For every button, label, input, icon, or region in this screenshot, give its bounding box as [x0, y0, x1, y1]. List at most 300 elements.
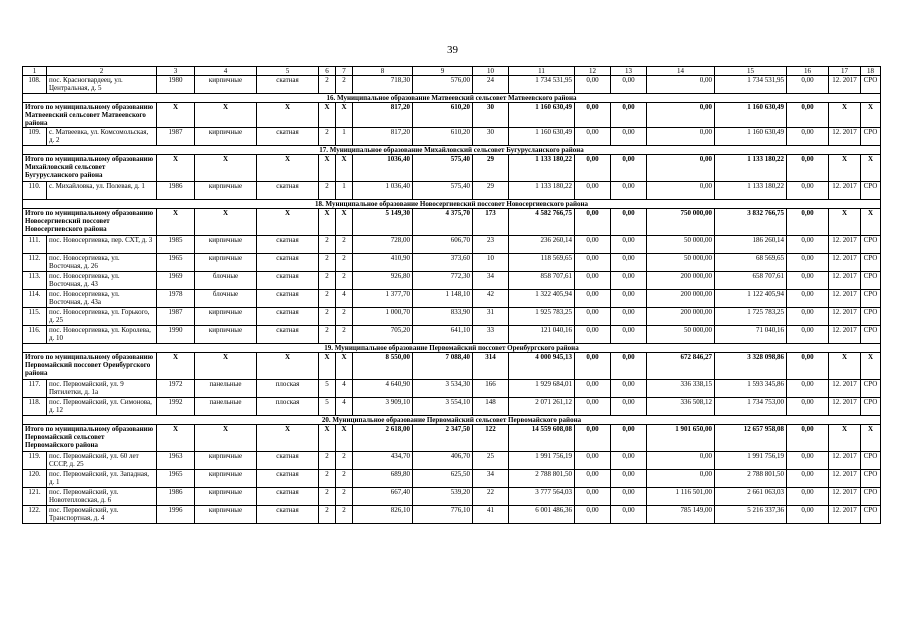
table-cell: 166	[473, 380, 509, 398]
table-cell: 2	[336, 488, 353, 506]
section-header-row	[23, 200, 881, 209]
table-cell: 0,00	[575, 326, 611, 344]
subtotal-cell: X	[319, 353, 336, 380]
address-cell: пос. Красногвардеец, ул. Центральная, д. 5	[47, 76, 157, 94]
table-row	[23, 452, 881, 470]
table-cell: 2	[336, 506, 353, 524]
table-cell: 336 508,12	[647, 398, 715, 416]
subtotal-cell: 1 901 650,00	[647, 425, 715, 452]
table-cell: 0,00	[787, 254, 829, 272]
table-cell: 68 569,65	[715, 254, 787, 272]
table-cell: 1 133 180,22	[715, 182, 787, 200]
table-cell: 31	[473, 308, 509, 326]
subtotal-row	[23, 425, 881, 452]
column-number-cell: 12	[575, 67, 611, 76]
table-cell: 4 640,90	[353, 380, 413, 398]
table-cell: скатная	[257, 452, 319, 470]
table-cell: 658 707,61	[715, 272, 787, 290]
table-cell: 50 000,00	[647, 326, 715, 344]
table-cell: 0,00	[611, 488, 647, 506]
subtotal-cell: X	[157, 209, 195, 236]
table-row	[23, 236, 881, 254]
subtotal-cell: X	[336, 353, 353, 380]
table-cell: 772,30	[413, 272, 473, 290]
table-cell: 2	[319, 506, 336, 524]
table-cell: 0,00	[611, 128, 647, 146]
subtotal-cell: 0,00	[787, 425, 829, 452]
table-cell: 0,00	[611, 326, 647, 344]
subtotal-cell: X	[861, 353, 881, 380]
section-header-row	[23, 94, 881, 103]
table-cell: 29	[473, 182, 509, 200]
subtotal-cell: 0,00	[787, 353, 829, 380]
section-title: 19. Муниципальное образование Первомайский поссовет Оренбургского района	[23, 344, 881, 353]
table-cell: 606,70	[413, 236, 473, 254]
address-cell: пос. Новосергиевка, ул. Горького, д. 25	[47, 308, 157, 326]
section-title: 20. Муниципальное образование Первомайский сельсовет Первомайского района	[23, 416, 881, 425]
subtotal-cell: 0,00	[575, 103, 611, 128]
table-cell: 0,00	[787, 308, 829, 326]
subtotal-cell: 750 000,00	[647, 209, 715, 236]
subtotal-cell: X	[195, 209, 257, 236]
subtotal-label: Итого по муниципальному образованию Михайловский сельсовет Бугурусланского района	[23, 155, 157, 182]
subtotal-cell: X	[195, 155, 257, 182]
table-cell: 785 149,00	[647, 506, 715, 524]
table-cell: 833,90	[413, 308, 473, 326]
subtotal-cell: 0,00	[611, 353, 647, 380]
table-cell: 1 991 756,19	[715, 452, 787, 470]
table-cell: 1986	[157, 182, 195, 200]
table-cell: 0,00	[787, 326, 829, 344]
table-cell: СРО	[861, 506, 881, 524]
subtotal-cell: 0,00	[611, 103, 647, 128]
table-cell: 119.	[23, 452, 47, 470]
table-cell: 120.	[23, 470, 47, 488]
table-cell: 12. 2017	[829, 488, 861, 506]
table-cell: 0,00	[611, 308, 647, 326]
table-cell: 4	[336, 380, 353, 398]
table-cell: кирпичные	[195, 470, 257, 488]
table-cell: 1 925 783,25	[509, 308, 575, 326]
table-cell: 625,50	[413, 470, 473, 488]
table-cell: 0,00	[611, 470, 647, 488]
subtotal-cell: 12 657 958,08	[715, 425, 787, 452]
subtotal-cell: X	[861, 103, 881, 128]
table-cell: 2	[319, 236, 336, 254]
subtotal-cell: 0,00	[575, 425, 611, 452]
table-cell: 0,00	[647, 76, 715, 94]
table-cell: кирпичные	[195, 236, 257, 254]
table-cell: 1985	[157, 236, 195, 254]
subtotal-cell: 1036,40	[353, 155, 413, 182]
table-cell: 2	[319, 128, 336, 146]
subtotal-cell: 29	[473, 155, 509, 182]
table-cell: 2	[336, 326, 353, 344]
subtotal-cell: 0,00	[611, 209, 647, 236]
address-cell: пос. Новосергиевка, ул. Восточная, д. 43а	[47, 290, 157, 308]
table-cell: 1963	[157, 452, 195, 470]
table-cell: 118 569,65	[509, 254, 575, 272]
table-cell: 118.	[23, 398, 47, 416]
table-cell: СРО	[861, 290, 881, 308]
table-cell: блочные	[195, 272, 257, 290]
subtotal-cell: X	[157, 155, 195, 182]
table-cell: 576,00	[413, 76, 473, 94]
column-number-cell: 5	[257, 67, 319, 76]
column-number-cell: 1	[23, 67, 47, 76]
subtotal-cell: 4 582 766,75	[509, 209, 575, 236]
subtotal-cell: 173	[473, 209, 509, 236]
table-cell: скатная	[257, 236, 319, 254]
column-number-row	[23, 67, 881, 76]
table-cell: 33	[473, 326, 509, 344]
address-cell: пос. Первомайский, ул. Симонова, д. 12	[47, 398, 157, 416]
table-cell: 667,40	[353, 488, 413, 506]
subtotal-cell: 0,00	[575, 353, 611, 380]
subtotal-cell: X	[319, 103, 336, 128]
table-cell: СРО	[861, 308, 881, 326]
column-number-cell: 7	[336, 67, 353, 76]
table-cell: 3 909,10	[353, 398, 413, 416]
column-number-cell: 18	[861, 67, 881, 76]
table-cell: 110.	[23, 182, 47, 200]
table-cell: 25	[473, 452, 509, 470]
table-cell: 858 707,61	[509, 272, 575, 290]
table-cell: 0,00	[575, 452, 611, 470]
table-row	[23, 488, 881, 506]
table-cell: 12. 2017	[829, 272, 861, 290]
table-cell: 41	[473, 506, 509, 524]
table-cell: 1 000,70	[353, 308, 413, 326]
subtotal-cell: X	[336, 209, 353, 236]
table-cell: 12. 2017	[829, 76, 861, 94]
address-cell: пос. Первомайский, ул. 60 лет СССР, д. 25	[47, 452, 157, 470]
table-cell: 24	[473, 76, 509, 94]
table-cell: 1 991 756,19	[509, 452, 575, 470]
subtotal-cell: X	[829, 209, 861, 236]
table-cell: 0,00	[647, 452, 715, 470]
table-cell: 2	[319, 272, 336, 290]
table-row	[23, 398, 881, 416]
column-number-cell: 2	[47, 67, 157, 76]
address-cell: пос. Новосергиевка, пер. СХТ, д. 3	[47, 236, 157, 254]
table-cell: 12. 2017	[829, 326, 861, 344]
table-cell: 0,00	[611, 506, 647, 524]
subtotal-cell: X	[195, 103, 257, 128]
table-cell: СРО	[861, 398, 881, 416]
table-cell: 410,90	[353, 254, 413, 272]
table-cell: кирпичные	[195, 308, 257, 326]
table-cell: 1 133 180,22	[509, 182, 575, 200]
subtotal-cell: 0,00	[611, 425, 647, 452]
column-number-cell: 14	[647, 67, 715, 76]
subtotal-cell: 122	[473, 425, 509, 452]
table-cell: 0,00	[611, 398, 647, 416]
subtotal-cell: 1 133 180,22	[715, 155, 787, 182]
table-cell: СРО	[861, 380, 881, 398]
table-cell: 114.	[23, 290, 47, 308]
table-cell: 50 000,00	[647, 254, 715, 272]
table-row	[23, 76, 881, 94]
table-cell: 115.	[23, 308, 47, 326]
table-cell: 373,60	[413, 254, 473, 272]
subtotal-cell: X	[336, 425, 353, 452]
table-cell: 113.	[23, 272, 47, 290]
subtotal-cell: 3 832 766,75	[715, 209, 787, 236]
table-cell: 1992	[157, 398, 195, 416]
subtotal-cell: X	[861, 209, 881, 236]
table-cell: 12. 2017	[829, 452, 861, 470]
table-cell: 406,70	[413, 452, 473, 470]
subtotal-cell: 1 160 630,49	[715, 103, 787, 128]
table-cell: 5	[319, 398, 336, 416]
subtotal-cell: X	[829, 353, 861, 380]
table-cell: 2	[336, 308, 353, 326]
section-title: 16. Муниципальное образование Матвеевский сельсовет Матвеевского района	[23, 94, 881, 103]
table-row	[23, 308, 881, 326]
table-cell: 1986	[157, 488, 195, 506]
table-cell: 117.	[23, 380, 47, 398]
table-cell: 2	[319, 254, 336, 272]
subtotal-cell: 0,00	[787, 155, 829, 182]
table-cell: скатная	[257, 128, 319, 146]
table-cell: 1	[336, 128, 353, 146]
table-cell: 116.	[23, 326, 47, 344]
subtotal-cell: 0,00	[787, 209, 829, 236]
subtotal-cell: X	[157, 425, 195, 452]
table-cell: 0,00	[787, 488, 829, 506]
table-cell: 12. 2017	[829, 380, 861, 398]
table-cell: 1 593 345,86	[715, 380, 787, 398]
subtotal-row	[23, 209, 881, 236]
subtotal-cell: X	[257, 209, 319, 236]
table-cell: 336 338,15	[647, 380, 715, 398]
table-cell: 236 260,14	[509, 236, 575, 254]
column-number-cell: 16	[787, 67, 829, 76]
address-cell: пос. Новосергиевка, ул. Королева, д. 10	[47, 326, 157, 344]
table-cell: 12. 2017	[829, 254, 861, 272]
section-title: 17. Муниципальное образование Михайловский сельсовет Бугурусланского района	[23, 146, 881, 155]
subtotal-cell: 3 328 098,86	[715, 353, 787, 380]
table-cell: 148	[473, 398, 509, 416]
section-header-row	[23, 416, 881, 425]
table-cell: 0,00	[611, 272, 647, 290]
table-cell: 50 000,00	[647, 236, 715, 254]
subtotal-cell: X	[829, 103, 861, 128]
table-cell: 0,00	[611, 182, 647, 200]
table-cell: 1 322 405,94	[509, 290, 575, 308]
table-cell: 0,00	[787, 272, 829, 290]
table-cell: 1987	[157, 128, 195, 146]
table-cell: 2	[336, 272, 353, 290]
column-number-cell: 3	[157, 67, 195, 76]
subtotal-cell: X	[319, 209, 336, 236]
table-cell: кирпичные	[195, 76, 257, 94]
table-cell: 4	[336, 398, 353, 416]
table-cell: 0,00	[787, 506, 829, 524]
table-cell: 0,00	[647, 470, 715, 488]
table-cell: скатная	[257, 506, 319, 524]
column-number-cell: 4	[195, 67, 257, 76]
table-cell: 2	[336, 452, 353, 470]
table-cell: 1 148,10	[413, 290, 473, 308]
subtotal-cell: 4 000 945,13	[509, 353, 575, 380]
table-cell: 718,30	[353, 76, 413, 94]
table-row	[23, 128, 881, 146]
table-cell: 12. 2017	[829, 128, 861, 146]
column-number-cell: 15	[715, 67, 787, 76]
subtotal-cell: 314	[473, 353, 509, 380]
table-cell: 2	[319, 308, 336, 326]
table-cell: скатная	[257, 308, 319, 326]
table-cell: 30	[473, 128, 509, 146]
table-cell: скатная	[257, 76, 319, 94]
table-cell: 112.	[23, 254, 47, 272]
table-cell: СРО	[861, 128, 881, 146]
subtotal-cell: 0,00	[575, 209, 611, 236]
subtotal-label: Итого по муниципальному образованию Матвеевский сельсовет Матвеевского района	[23, 103, 157, 128]
table-cell: 12. 2017	[829, 470, 861, 488]
table-cell: кирпичные	[195, 488, 257, 506]
table-cell: 12. 2017	[829, 398, 861, 416]
table-cell: кирпичные	[195, 128, 257, 146]
subtotal-cell: 672 846,27	[647, 353, 715, 380]
table-cell: 1969	[157, 272, 195, 290]
table-cell: панельные	[195, 380, 257, 398]
table-cell: 42	[473, 290, 509, 308]
table-cell: СРО	[861, 326, 881, 344]
table-cell: 2	[319, 182, 336, 200]
table-cell: 0,00	[611, 290, 647, 308]
table-cell: 0,00	[787, 182, 829, 200]
table-cell: 2	[336, 76, 353, 94]
table-cell: 12. 2017	[829, 506, 861, 524]
table-cell: 1965	[157, 254, 195, 272]
subtotal-cell: 30	[473, 103, 509, 128]
table-cell: 1 122 405,94	[715, 290, 787, 308]
table-cell: 2 788 801,50	[509, 470, 575, 488]
table-cell: 434,70	[353, 452, 413, 470]
table-cell: 1987	[157, 308, 195, 326]
table-cell: 2	[319, 488, 336, 506]
table-cell: 1 377,70	[353, 290, 413, 308]
table-cell: 0,00	[787, 380, 829, 398]
table-row	[23, 290, 881, 308]
table-row	[23, 506, 881, 524]
table-cell: 0,00	[575, 128, 611, 146]
table-cell: плоская	[257, 398, 319, 416]
table-cell: 111.	[23, 236, 47, 254]
table-cell: 34	[473, 272, 509, 290]
table-cell: 22	[473, 488, 509, 506]
column-number-cell: 8	[353, 67, 413, 76]
table-cell: 2	[319, 326, 336, 344]
table-cell: 109.	[23, 128, 47, 146]
table-cell: СРО	[861, 488, 881, 506]
table-cell: 108.	[23, 76, 47, 94]
table-cell: 121 040,16	[509, 326, 575, 344]
table-cell: 2 661 063,03	[715, 488, 787, 506]
subtotal-cell: X	[861, 425, 881, 452]
table-cell: 0,00	[647, 182, 715, 200]
table-cell: 0,00	[611, 380, 647, 398]
table-cell: 10	[473, 254, 509, 272]
table-cell: 0,00	[575, 488, 611, 506]
subtotal-cell: X	[195, 353, 257, 380]
table-cell: кирпичные	[195, 326, 257, 344]
table-cell: 1996	[157, 506, 195, 524]
table-cell: 728,00	[353, 236, 413, 254]
table-cell: 3 534,30	[413, 380, 473, 398]
subtotal-cell: X	[336, 103, 353, 128]
table-cell: 34	[473, 470, 509, 488]
table-cell: 1965	[157, 470, 195, 488]
table-cell: 121.	[23, 488, 47, 506]
subtotal-cell: X	[829, 155, 861, 182]
table-cell: 1	[336, 182, 353, 200]
table-cell: 200 000,00	[647, 308, 715, 326]
column-number-cell: 17	[829, 67, 861, 76]
table-cell: СРО	[861, 470, 881, 488]
table-cell: 2	[319, 76, 336, 94]
subtotal-cell: X	[319, 155, 336, 182]
table-cell: 0,00	[787, 470, 829, 488]
subtotal-cell: 0,00	[647, 155, 715, 182]
subtotal-cell: 0,00	[647, 103, 715, 128]
table-cell: 2	[319, 452, 336, 470]
column-number-cell: 9	[413, 67, 473, 76]
table-cell: СРО	[861, 76, 881, 94]
subtotal-cell: 2 347,50	[413, 425, 473, 452]
table-cell: 1980	[157, 76, 195, 94]
subtotal-label: Итого по муниципальному образованию Новосергиевский поссовет Новосергиевского района	[23, 209, 157, 236]
subtotal-cell: 5 149,30	[353, 209, 413, 236]
table-cell: скатная	[257, 272, 319, 290]
subtotal-cell: X	[257, 103, 319, 128]
table-cell: 0,00	[575, 398, 611, 416]
subtotal-cell: 7 088,40	[413, 353, 473, 380]
table-cell: 1 734 531,95	[715, 76, 787, 94]
table-cell: 1990	[157, 326, 195, 344]
subtotal-cell: 4 375,70	[413, 209, 473, 236]
table-cell: СРО	[861, 254, 881, 272]
table-row	[23, 380, 881, 398]
table-cell: 0,00	[575, 272, 611, 290]
table-cell: кирпичные	[195, 506, 257, 524]
table-cell: 12. 2017	[829, 236, 861, 254]
subtotal-row	[23, 155, 881, 182]
subtotal-cell: 1 160 630,49	[509, 103, 575, 128]
table-cell: 0,00	[575, 380, 611, 398]
table-cell: 0,00	[611, 254, 647, 272]
table-cell: 2	[319, 470, 336, 488]
table-cell: 0,00	[575, 308, 611, 326]
table-cell: 200 000,00	[647, 272, 715, 290]
subtotal-cell: 14 559 608,08	[509, 425, 575, 452]
table-row	[23, 182, 881, 200]
table-cell: 2	[336, 470, 353, 488]
table-cell: 1 036,40	[353, 182, 413, 200]
table-cell: 1 734 753,00	[715, 398, 787, 416]
table-cell: панельные	[195, 398, 257, 416]
table-cell: 0,00	[575, 254, 611, 272]
subtotal-cell: 0,00	[575, 155, 611, 182]
table-cell: 0,00	[575, 76, 611, 94]
subtotal-cell: 8 550,00	[353, 353, 413, 380]
subtotal-cell: X	[336, 155, 353, 182]
table-cell: 0,00	[787, 76, 829, 94]
subtotal-cell: 575,40	[413, 155, 473, 182]
